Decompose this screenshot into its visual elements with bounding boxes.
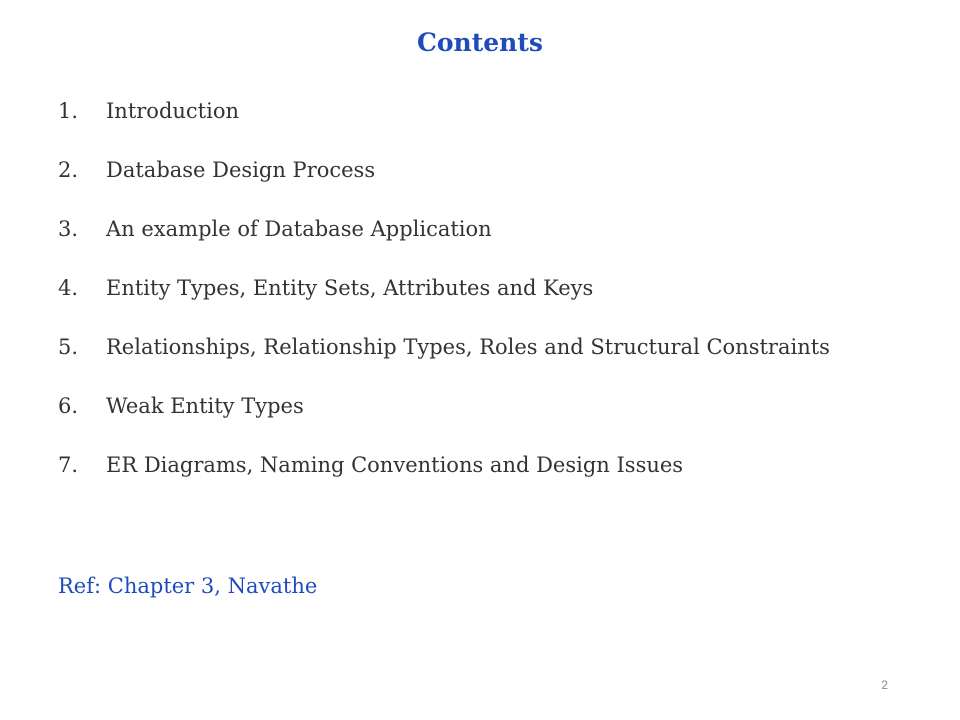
item-number: 1.	[58, 99, 79, 123]
contents-list	[58, 92, 918, 505]
list-item	[58, 210, 918, 253]
item-number: 5.	[58, 335, 79, 359]
list-item	[58, 269, 918, 312]
item-text: ER Diagrams, Naming Conventions and Design Issues	[106, 453, 684, 477]
item-number: 6.	[58, 394, 79, 418]
item-text: Entity Types, Entity Sets, Attributes and Keys	[106, 276, 594, 300]
page-number: 2	[881, 678, 888, 692]
item-number: 4.	[58, 276, 79, 300]
list-item	[58, 328, 918, 371]
item-text: Weak Entity Types	[106, 394, 304, 418]
list-item	[58, 446, 918, 489]
item-text: Introduction	[106, 99, 239, 123]
item-number: 2.	[58, 158, 79, 182]
reference-note: Ref: Chapter 3, Navathe	[58, 574, 318, 598]
item-text: Database Design Process	[106, 158, 376, 182]
item-text: An example of Database Application	[106, 217, 492, 241]
item-number: 3.	[58, 217, 79, 241]
list-item	[58, 387, 918, 430]
list-item	[58, 92, 918, 135]
item-text: Relationships, Relationship Types, Roles and Structural Constraints	[106, 335, 830, 359]
slide-title: Contents	[416, 28, 543, 57]
item-number: 7.	[58, 453, 79, 477]
list-item	[58, 151, 918, 194]
